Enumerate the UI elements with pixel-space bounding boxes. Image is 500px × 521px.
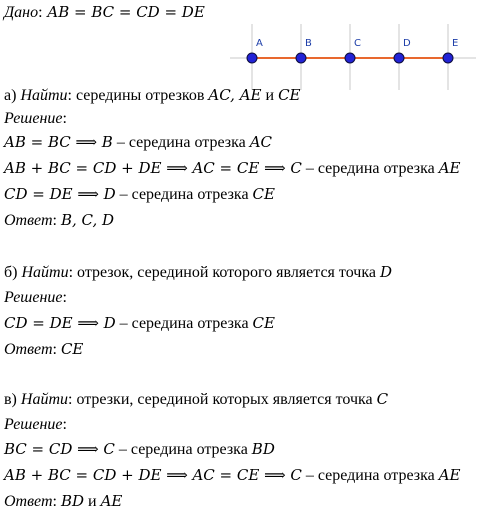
part-b-solution-colon: : bbox=[62, 289, 67, 306]
point-c bbox=[345, 53, 355, 63]
point-a bbox=[247, 53, 257, 63]
part-a-task-text: : середины отрезков bbox=[67, 87, 209, 104]
part-a-line1-text: – середина отрезка bbox=[112, 134, 250, 151]
part-c-answer-colon: : bbox=[52, 493, 61, 510]
given-line bbox=[4, 1, 205, 23]
part-a-answer-label: Ответ bbox=[4, 212, 53, 229]
part-a-line2-text: – середина отрезка bbox=[301, 160, 439, 177]
part-a-line1-seg: AC bbox=[249, 133, 273, 151]
part-a-task-and: и bbox=[261, 87, 279, 104]
point-label-a: A bbox=[256, 38, 263, 49]
point-label-c: C bbox=[354, 38, 361, 49]
part-a-answer-expr: B, C, D bbox=[60, 211, 115, 229]
part-c-answer bbox=[4, 490, 122, 512]
part-c-solution-heading bbox=[4, 413, 67, 435]
part-b-find-label: Найти bbox=[21, 264, 69, 281]
part-c-answer-label: Ответ bbox=[4, 493, 53, 510]
part-c-line1-expr: BC = CD ⟹ C bbox=[4, 440, 115, 458]
part-a-line3-text: – середина отрезка bbox=[115, 186, 253, 203]
part-a-prefix: а) bbox=[4, 87, 21, 104]
part-b-answer-colon: : bbox=[52, 341, 61, 358]
part-c-answer-expr2: AE bbox=[100, 492, 123, 510]
part-b-answer bbox=[4, 338, 83, 360]
part-a-line3-expr: CD = DE ⟹ D bbox=[4, 185, 116, 203]
part-b-solution-line-1 bbox=[4, 312, 275, 334]
part-c-answer-and: и bbox=[84, 493, 101, 510]
part-a-solution-colon: : bbox=[62, 110, 67, 127]
part-c-line2-seg: AE bbox=[438, 466, 461, 484]
part-c-line2-expr: AB + BC = CD + DE ⟹ AC = CE ⟹ C bbox=[4, 466, 302, 484]
part-a-task bbox=[4, 84, 301, 106]
part-a-line1-expr: AB = BC ⟹ B bbox=[4, 133, 113, 151]
point-b bbox=[296, 53, 306, 63]
part-c-find-label: Найти bbox=[20, 391, 68, 408]
given-colon: : bbox=[38, 4, 43, 21]
part-c-solution-label: Решение bbox=[4, 416, 63, 433]
point-e bbox=[443, 53, 453, 63]
part-c-task-point: C bbox=[376, 390, 389, 408]
part-c-solution-colon: : bbox=[62, 416, 67, 433]
part-a-solution-heading bbox=[4, 107, 67, 129]
part-b-task-text: : отрезок, серединой которого является точка bbox=[68, 264, 380, 281]
segment-figure bbox=[228, 22, 478, 92]
part-c-prefix: в) bbox=[4, 391, 21, 408]
part-c-task bbox=[4, 388, 388, 410]
part-b-line1-text: – середина отрезка bbox=[115, 315, 253, 332]
part-b-solution-heading bbox=[4, 286, 67, 308]
part-c-task-text: : отрезки, серединой которых является точка bbox=[68, 391, 377, 408]
part-b-answer-expr: CE bbox=[60, 340, 84, 358]
part-c-line2-text: – середина отрезка bbox=[301, 467, 439, 484]
part-c-solution-line-1 bbox=[4, 438, 275, 460]
part-a-line2-expr: AB + BC = CD + DE ⟹ AC = CE ⟹ C bbox=[4, 159, 302, 177]
part-a-task-expr1: AC, AE bbox=[208, 86, 262, 104]
part-a-solution-label: Решение bbox=[4, 110, 63, 127]
point-label-d: D bbox=[403, 38, 411, 49]
part-c-answer-expr1: BD bbox=[60, 492, 85, 510]
part-b-line1-expr: CD = DE ⟹ D bbox=[4, 314, 116, 332]
part-c-line1-text: – середина отрезка bbox=[114, 441, 252, 458]
part-a-line3-seg: CE bbox=[252, 185, 275, 203]
part-b-task bbox=[4, 261, 392, 283]
part-a-answer-colon: : bbox=[52, 212, 61, 229]
given-label: Дано bbox=[4, 4, 39, 21]
part-b-line1-seg: CE bbox=[252, 314, 275, 332]
part-a-solution-line-1 bbox=[4, 131, 272, 153]
part-b-task-point: D bbox=[379, 263, 392, 281]
part-a-line2-seg: AE bbox=[438, 159, 461, 177]
given-expression: AB = BC = CD = DE bbox=[47, 3, 205, 21]
point-label-b: B bbox=[305, 38, 312, 49]
part-c-line1-seg: BD bbox=[251, 440, 275, 458]
point-d bbox=[394, 53, 404, 63]
part-a-answer bbox=[4, 209, 114, 231]
part-a-solution-line-2 bbox=[4, 157, 461, 179]
point-labels bbox=[256, 38, 458, 49]
part-b-answer-label: Ответ bbox=[4, 341, 53, 358]
part-b-prefix: б) bbox=[4, 264, 22, 281]
part-a-find-label: Найти bbox=[20, 87, 68, 104]
part-c-solution-line-2 bbox=[4, 464, 461, 486]
part-a-solution-line-3 bbox=[4, 183, 275, 205]
part-a-task-expr2: CE bbox=[278, 86, 301, 104]
part-b-solution-label: Решение bbox=[4, 289, 63, 306]
point-label-e: E bbox=[452, 38, 459, 49]
